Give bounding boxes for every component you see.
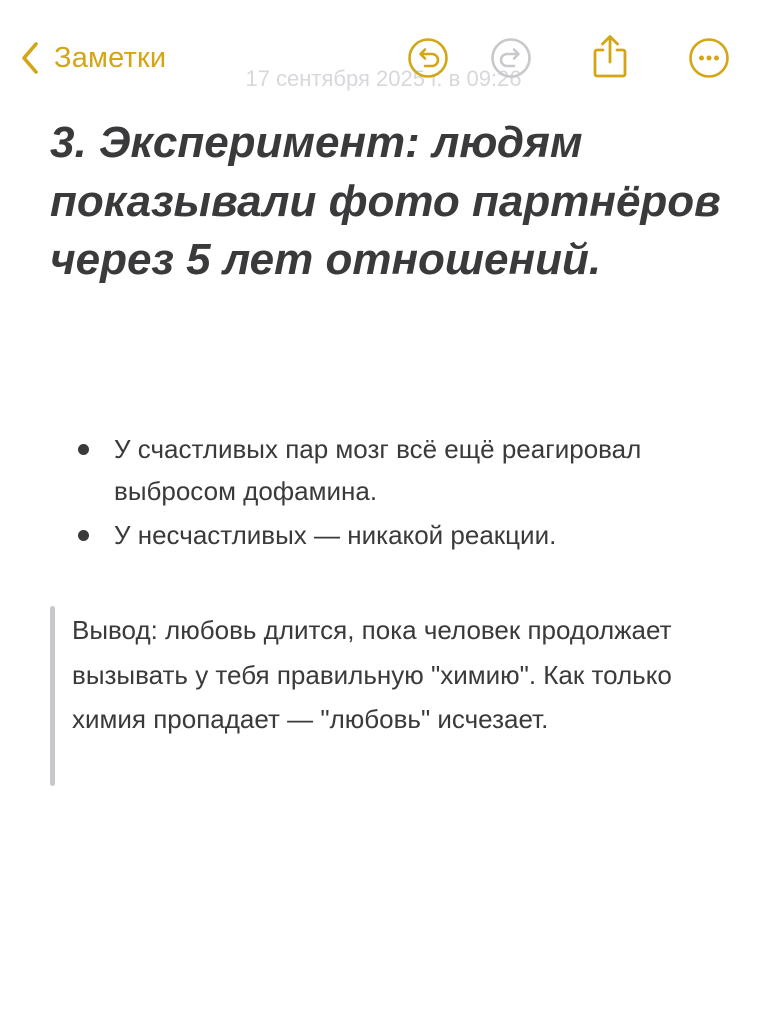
bullet-dot [78,444,89,455]
note-date-faded: 17 сентября 2025 г. в 09:26 [245,66,522,91]
chevron-left-icon [20,41,40,75]
undo-circle-icon [407,37,449,79]
quote-text: Вывод: любовь длится, пока человек продолжает вызывать у тебя правильную "химию". Как только химия пропадает — "любовь" исчезает. [72,615,672,734]
list-item[interactable] [76,514,726,556]
bullet-list [76,428,726,558]
navigation-bar [0,0,767,116]
more-button[interactable] [687,36,731,80]
blockquote[interactable] [50,606,710,786]
back-button-label: Заметки [54,41,167,74]
share-button[interactable] [588,32,632,80]
ellipsis-circle-icon [688,37,730,79]
list-item[interactable] [76,428,726,512]
back-button[interactable] [20,36,166,80]
quote-bar [50,606,55,786]
undo-button[interactable] [406,36,450,80]
list-item-text: У счастливых пар мозг всё ещё реагировал выбросом дофамина. [114,434,642,506]
list-item-text: У несчастливых — никакой реакции. [114,520,557,550]
note-heading[interactable]: 3. Эксперимент: людям показывали фото партнёров через 5 лет отношений. [50,118,721,284]
redo-circle-icon [490,37,532,79]
redo-button[interactable] [489,36,533,80]
bullet-dot [78,530,89,541]
share-icon [590,32,630,80]
